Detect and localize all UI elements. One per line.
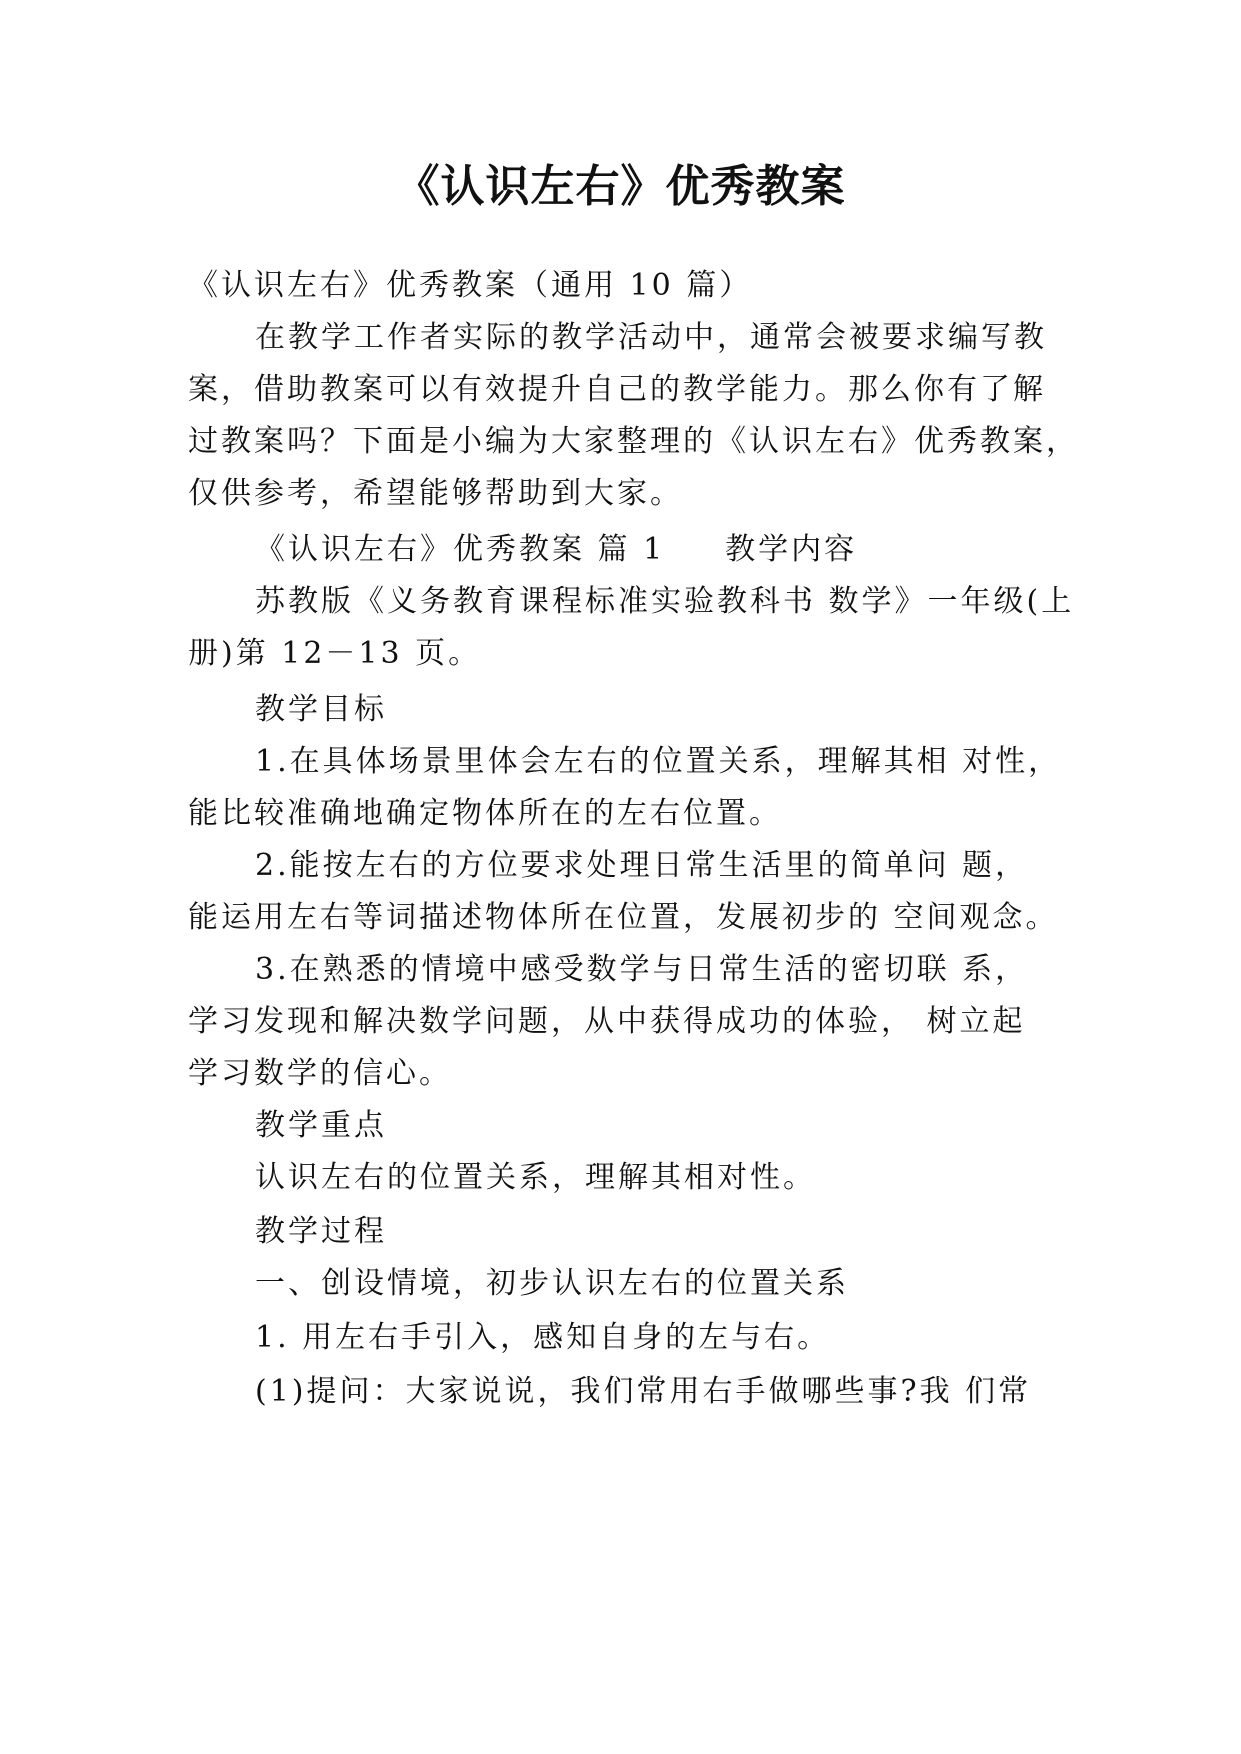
section-heading-line: [255, 530, 857, 570]
content-line: 册)第 12－13 页。: [188, 636, 482, 671]
goal-line: 2.能按左右的方位要求处理日常生活里的简单问 题，: [255, 848, 1029, 883]
goal-line: 学习发现和解决数学问题，从中获得成功的体验， 树立起: [188, 1004, 1026, 1039]
goal-line: 能运用左右等词描述物体所在位置，发展初步的 空间观念。: [188, 900, 1059, 935]
section-subheading: 教学内容: [725, 532, 858, 567]
intro-line: 在教学工作者实际的教学活动中，通常会被要求编写教: [255, 320, 1047, 355]
goal-line: 学习数学的信心。: [188, 1056, 452, 1091]
section-heading: 《认识左右》优秀教案 篇 1: [255, 532, 666, 567]
document-subtitle: 《认识左右》优秀教案（通用 10 篇）: [188, 268, 753, 303]
content-line: 苏教版《义务教育课程标准实验教科书 数学》一年级(上: [255, 584, 1075, 619]
focus-text: 认识左右的位置关系，理解其相对性。: [255, 1160, 816, 1195]
process-heading: 教学过程: [255, 1214, 387, 1249]
intro-line: 案，借助教案可以有效提升自己的教学能力。那么你有了解: [188, 372, 1046, 407]
process-line: (1)提问：大家说说，我们常用右手做哪些事?我 们常: [255, 1374, 1032, 1409]
goal-line: 3.在熟悉的情境中感受数学与日常生活的密切联 系，: [255, 952, 1029, 987]
goals-heading: 教学目标: [255, 692, 387, 727]
intro-line: 过教案吗？下面是小编为大家整理的《认识左右》优秀教案，: [188, 424, 1079, 459]
focus-heading: 教学重点: [255, 1108, 387, 1143]
intro-line: 仅供参考，希望能够帮助到大家。: [188, 476, 683, 511]
process-line: 1. 用左右手引入，感知自身的左与右。: [255, 1320, 831, 1355]
goal-line: 能比较准确地确定物体所在的左右位置。: [188, 796, 782, 831]
document-title: 《认识左右》优秀教案: [395, 161, 846, 212]
goal-line: 1.在具体场景里体会左右的位置关系，理解其相 对性，: [255, 744, 1062, 779]
process-line: 一、创设情境，初步认识左右的位置关系: [255, 1266, 849, 1301]
